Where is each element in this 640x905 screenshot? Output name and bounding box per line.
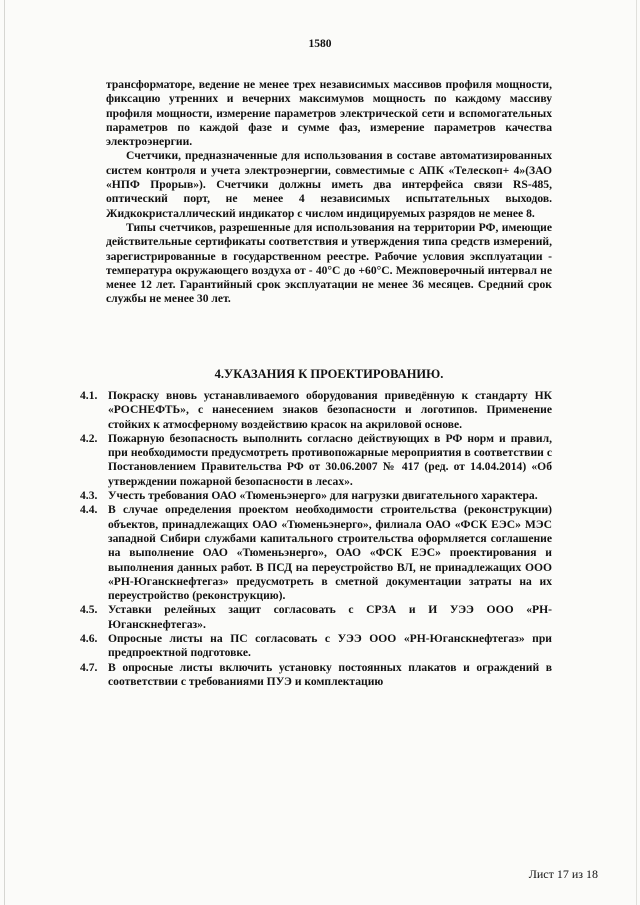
sheet-footer: Лист 17 из 18 (528, 867, 598, 881)
item-text: В случае определения проектом необходимости строительства (реконструкции) объектов, принадлежащих ОАО «Тюменьэнерго», филиала ОАО «ФСК ЕЭС» МЭС западной Сибири службами капитального строительства оформляется соглашение на выполнение ОАО «Тюменьэнерго», ОАО «ФСК ЕЭС» проектирования и выполнения данных работ. В ПСД на переустройство ВЛ, не принадлежащих ООО «РН-Юганскнефтегаз» предусмотреть в сметной документации затраты на их переустройство (реконструкцию). (108, 503, 552, 603)
item-number: 4.2. (80, 431, 98, 445)
page-number: 1580 (308, 38, 332, 50)
list-item (80, 489, 552, 503)
list-item (80, 432, 552, 489)
list-item (80, 503, 552, 603)
body-text (106, 78, 552, 307)
paragraph-2: Счетчики, предназначенные для использования в составе автоматизированных систем контроля и учета электроэнергии, совместимые с АПК «Телескоп+ 4»(ЗАО «НПФ Прорыв»). Счетчики должны иметь два интерфейса связи RS-485, оптический порт, не менее 4 независимых испытательных выходов. Жидкокристаллический индикатор с числом индицируемых разрядов не менее 8. (106, 149, 552, 220)
item-number: 4.3. (80, 489, 98, 503)
section-heading: 4.УКАЗАНИЯ К ПРОЕКТИРОВАНИЮ. (214, 367, 444, 381)
item-text: Покраску вновь устанавливаемого оборудования приведённую к стандарту НК «РОСНЕФТЬ», с нанесением знаков безопасности и логотипов. Применение стойких к атмосферному воздействию красок на акриловой основе. (108, 389, 552, 431)
paragraph-1: трансформаторе, ведение не менее трех независимых массивов профиля мощности, фиксацию утренних и вечерних максимумов мощность по каждому массиву профиля мощности, измерение параметров электрической сети и вспомогательных параметров по каждой фазе и сумме фаз, измерение параметров качества электроэнергии. (106, 78, 552, 149)
item-number: 4.5. (80, 603, 98, 617)
item-text: Опросные листы на ПС согласовать с УЭЭ ООО «РН-Юганскнефтегаз» при предпроектной подготовке. (108, 632, 552, 660)
list-item (80, 661, 552, 690)
item-text: Уставки релейных защит согласовать с СРЗА и И УЭЭ ООО «РН-Юганскнефтегаз». (108, 603, 552, 631)
page-edge-right (636, 0, 637, 905)
item-number: 4.1. (80, 389, 98, 402)
item-text: В опросные листы включить установку постоянных плакатов и ограждений в соответствии с требованиями ПУЭ и комплектацию (108, 660, 552, 688)
item-text: Учесть требования ОАО «Тюменьэнерго» для нагрузки двигательного характера. (108, 489, 538, 503)
item-text: Пожарную безопасность выполнить согласно действующих в РФ норм и правил, при необходимости предусмотреть противопожарные мероприятия в соответствии с Постановлением Правительства РФ от 30.06.2007 № 417 (ред. от 14.04.2014) «Об утверждении пожарной безопасности в лесах». (108, 431, 552, 488)
list-item (80, 389, 552, 432)
list-item (80, 603, 552, 632)
item-number: 4.6. (80, 632, 98, 646)
section-items (80, 389, 552, 689)
paragraph-3: Типы счетчиков, разрешенные для использования на территории РФ, имеющие действительные сертификаты соответствия и утверждения типа средств измерений, зарегистрированные в государственном реестре. Рабочие условия эксплуатации - температура окружающего воздуха от - 40°С до +60°С. Межповерочный интервал не менее 12 лет. Гарантийный срок эксплуатации не менее 36 месяцев. Средний срок службы не менее 30 лет. (106, 220, 552, 306)
page-edge-left (4, 0, 5, 905)
item-number: 4.4. (80, 503, 98, 517)
item-number: 4.7. (80, 660, 98, 674)
list-item (80, 632, 552, 661)
